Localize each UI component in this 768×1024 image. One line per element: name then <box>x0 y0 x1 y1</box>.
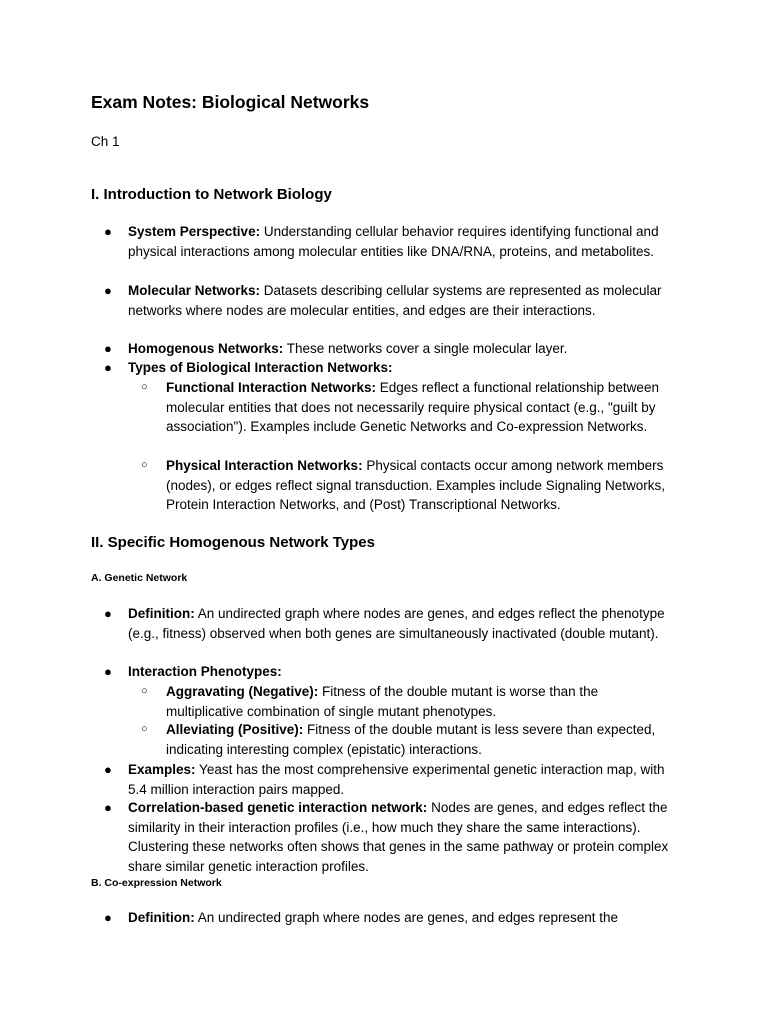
list-item <box>128 604 678 643</box>
item-label: Correlation-based genetic interaction network: <box>128 800 428 815</box>
sub-list-item <box>166 682 678 721</box>
item-text: An undirected graph where nodes are genes, and edges represent the <box>194 910 619 925</box>
bullet-marker: ● <box>104 360 112 375</box>
bullet-marker: ● <box>104 341 112 356</box>
circle-marker: ○ <box>141 381 148 393</box>
item-label: Types of Biological Interaction Networks: <box>128 360 393 375</box>
item-label: Definition: <box>128 606 195 621</box>
item-label: Aggravating (Negative): <box>166 684 319 699</box>
item-label: Homogenous Networks: <box>128 341 284 356</box>
item-label: Definition: <box>128 910 195 925</box>
bullet-marker: ● <box>104 224 112 239</box>
item-label: Physical Interaction Networks: <box>166 458 363 473</box>
list-item <box>128 662 678 682</box>
sub-list-item <box>166 720 678 759</box>
circle-marker: ○ <box>141 459 148 471</box>
item-text: Nodes are genes, and edges reflect the similarity in their interaction profiles (i.e., how much they share the same interactions). Clustering these networks often shows that genes in the same pathway or protein complex share similar genetic interaction profiles. <box>128 800 669 874</box>
list-item <box>128 222 678 261</box>
item-label: Functional Interaction Networks: <box>166 380 377 395</box>
item-label: Interaction Phenotypes: <box>128 664 282 679</box>
item-text: Edges reflect a functional relationship between molecular entities that does not necessarily require physical contact (e.g., "guilt by association"). Examples include Genetic Networks and Co-expression Networks. <box>166 380 659 434</box>
circle-marker: ○ <box>141 723 148 735</box>
circle-marker: ○ <box>141 685 148 697</box>
item-text: Fitness of the double mutant is less severe than expected, indicating interesting complex (epistatic) interactions. <box>166 722 656 757</box>
list-item <box>128 339 678 359</box>
item-text: Datasets describing cellular systems are represented as molecular networks where nodes are molecular entities, and edges are their interactions. <box>128 283 662 318</box>
item-text: Physical contacts occur among network members (nodes), or edges reflect signal transduction. Examples include Signaling Networks, Protein Interaction Networks, and (Post) Transcriptional Networks. <box>166 458 666 512</box>
list-item <box>128 760 678 799</box>
list-item <box>128 281 678 320</box>
bullet-marker: ● <box>104 664 112 679</box>
item-text: Yeast has the most comprehensive experimental genetic interaction map, with 5.4 million interaction pairs mapped. <box>128 762 665 797</box>
item-text: These networks cover a single molecular layer. <box>283 341 568 356</box>
bullet-marker: ● <box>104 800 112 815</box>
list-item <box>128 358 678 378</box>
sub-list-item <box>166 378 678 437</box>
section-heading-types: II. Specific Homogenous Network Types <box>91 534 375 551</box>
bullet-marker: ● <box>104 910 112 925</box>
page-title: Exam Notes: Biological Networks <box>91 92 370 112</box>
bullet-marker: ● <box>104 283 112 298</box>
item-label: Alleviating (Positive): <box>166 722 304 737</box>
subsection-heading-coexpression: B. Co-expression Network <box>91 877 222 889</box>
bullet-marker: ● <box>104 762 112 777</box>
chapter-label: Ch 1 <box>91 134 120 149</box>
item-text: Fitness of the double mutant is worse than the multiplicative combination of single mutant phenotypes. <box>166 684 599 719</box>
item-label: Molecular Networks: <box>128 283 261 298</box>
item-text: Understanding cellular behavior requires identifying functional and physical interactions among molecular entities like DNA/RNA, proteins, and metabolites. <box>128 224 659 259</box>
section-heading-intro: I. Introduction to Network Biology <box>91 186 332 203</box>
item-label: Examples: <box>128 762 196 777</box>
bullet-marker: ● <box>104 606 112 621</box>
subsection-heading-genetic: A. Genetic Network <box>91 572 188 584</box>
list-item <box>128 798 678 876</box>
list-item <box>128 908 678 928</box>
item-text: An undirected graph where nodes are genes, and edges reflect the phenotype (e.g., fitness) observed when both genes are simultaneously inactivated (double mutant). <box>128 606 665 641</box>
sub-list-item <box>166 456 678 515</box>
item-label: System Perspective: <box>128 224 261 239</box>
